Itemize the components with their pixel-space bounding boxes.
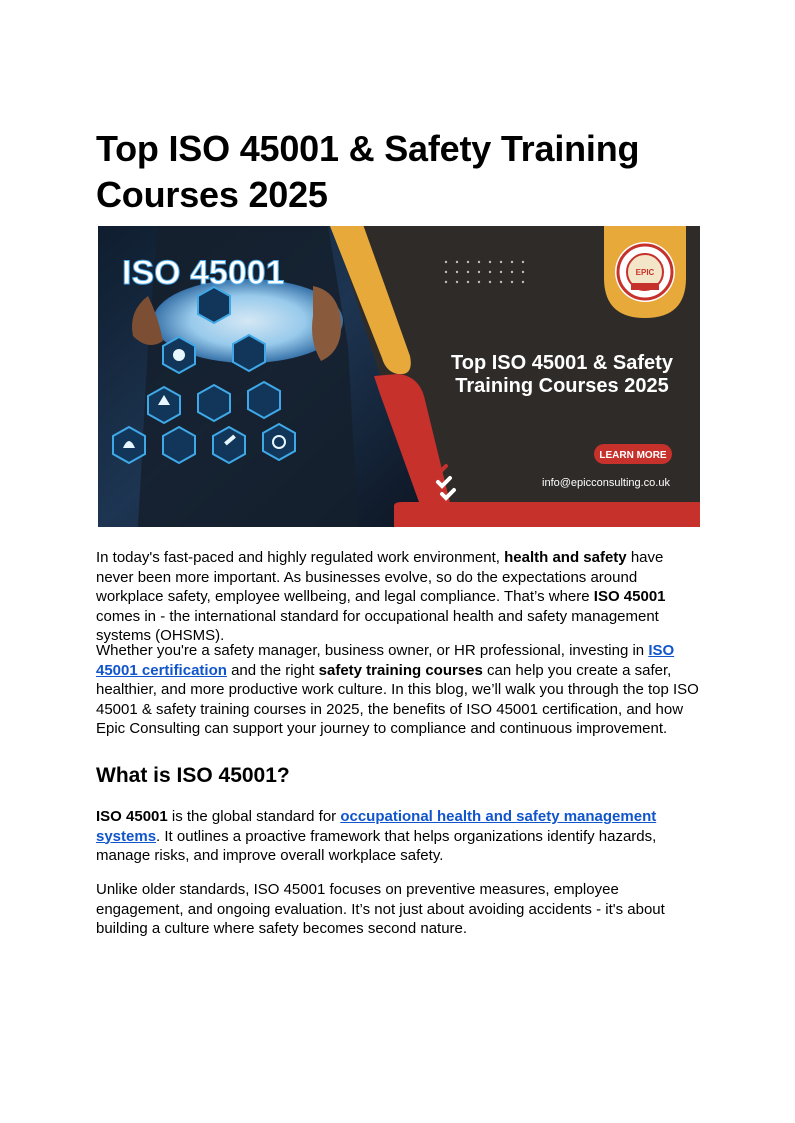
page-title: Top ISO 45001 & Safety Training Courses 2025 xyxy=(96,128,640,215)
banner-title-line2: Training Courses 2025 xyxy=(455,375,669,397)
banner-email: info@epicconsulting.co.uk xyxy=(542,477,670,489)
ohsms-link[interactable]: occupational health and safety management systems xyxy=(96,808,657,845)
section-heading: What is ISO 45001? xyxy=(96,764,290,787)
logo-text: EPIC xyxy=(635,268,655,277)
hero-iso-text: ISO 45001 xyxy=(122,254,285,292)
intro-paragraph: In today's fast-paced and highly regulated work environment, health and safety have never been more important. As businesses evolve, so do the expectations around workplace safety, employee wellbeing, and legal compliance. That’s where ISO 45001 comes in - the international standard for occupational health and safety management systems (OHSMS). xyxy=(96,549,666,644)
comparison-paragraph: Unlike older standards, ISO 45001 focuses on preventive measures, employee engagement, and ongoing evaluation. It’s not just about avoiding accidents - it's about building a culture where safety becomes second nature. xyxy=(96,881,665,937)
investment-paragraph: Whether you're a safety manager, business owner, or HR professional, investing in ISO 45001 certification and the right safety training courses can help you create a safer, healthier, and more productive work culture. In this blog, we’ll walk you through the top ISO 45001 & safety training courses in 2025, the benefits of ISO 45001 certification, and how Epic Consulting can support your journey to compliance and continuous improvement. xyxy=(96,642,699,737)
definition-paragraph: ISO 45001 is the global standard for occupational health and safety management systems. It outlines a proactive framework that helps organizations identify hazards, manage risks, and improve overall workplace safety. xyxy=(96,808,657,864)
iso-certification-link[interactable]: ISO 45001 certification xyxy=(96,642,675,679)
hero-banner-image xyxy=(98,226,700,527)
learn-more-label: LEARN MORE xyxy=(599,450,667,461)
hero-banner-graphic xyxy=(98,226,700,527)
banner-title-line1: Top ISO 45001 & Safety xyxy=(451,352,673,374)
